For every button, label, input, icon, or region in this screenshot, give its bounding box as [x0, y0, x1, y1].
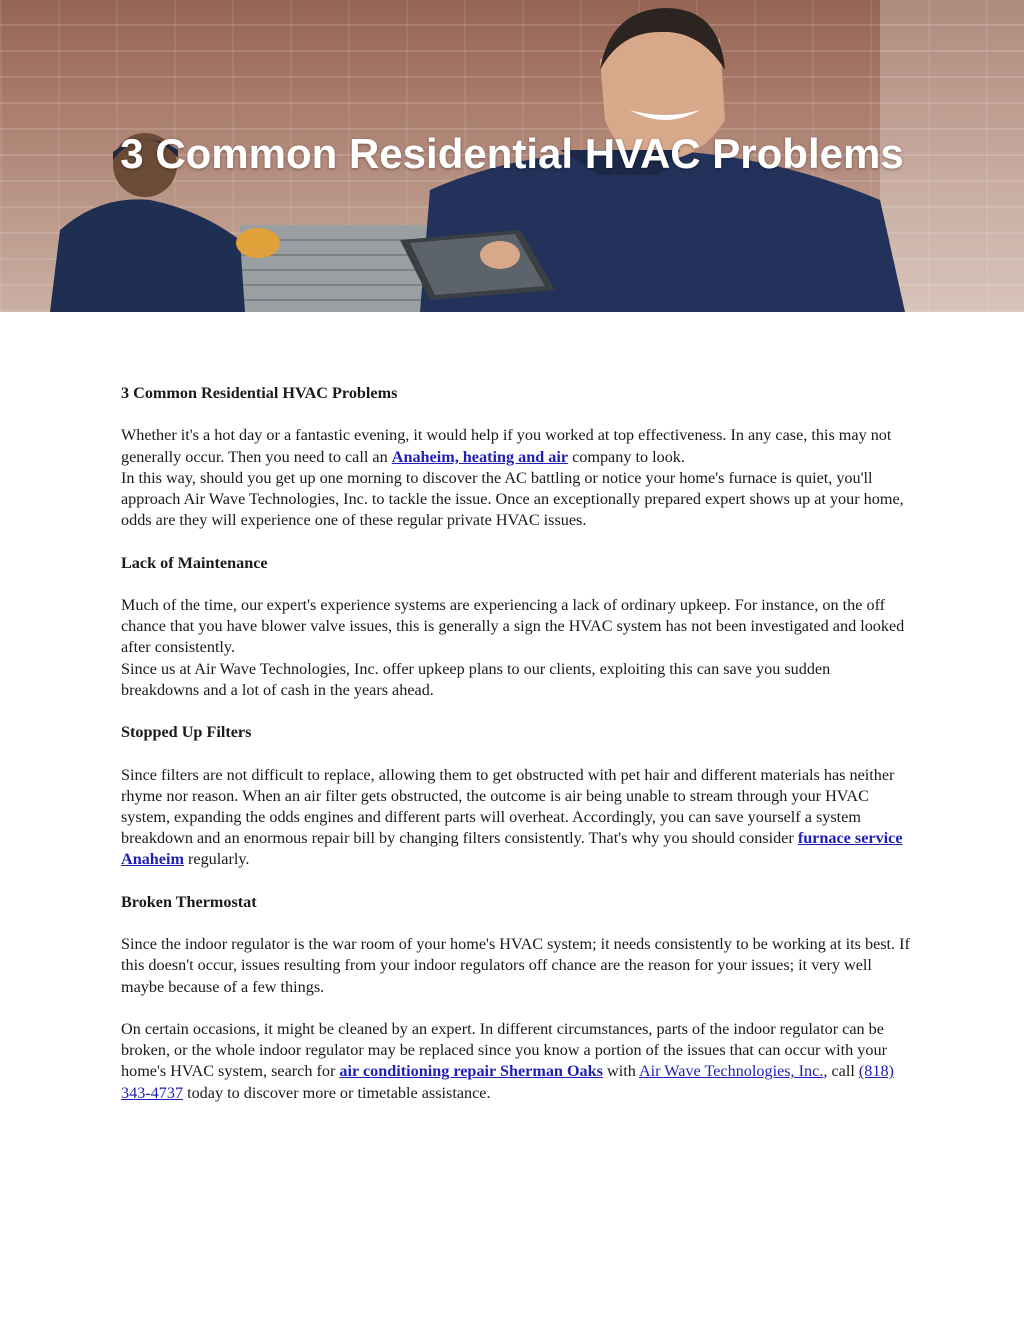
ac-repair-sherman-oaks-link[interactable]: air conditioning repair Sherman Oaks: [339, 1062, 603, 1081]
intro-text-1: Whether it's a hot day or a fantastic evening, it would help if you worked at top effectiveness. In any case, this may not generally occur. Then you need to call an: [121, 426, 892, 466]
filters-text-1: Since filters are not difficult to replace, allowing them to get obstructed with pet hair and different materials has neither rhyme nor reason. When an air filter gets obstructed, the outcome is air being unable to stream through your HVAC system, expanding the odds engines and different parts will overheat. Accordingly, you can save yourself a system breakdown and an enormous repair bill by changing filters consistently. That's why you should consider: [121, 765, 895, 848]
furnace-service-anaheim-link[interactable]: furnace service Anaheim: [121, 829, 903, 869]
thermostat-text-1: On certain occasions, it might be cleaned by an expert. In different circumstances, parts of the indoor regulator can be broken, or the whole indoor regulator may be replaced since you know a portion of the issues that can occur with your home's HVAC system, search for: [121, 1019, 887, 1081]
thermostat-paragraph-1: Since the indoor regulator is the war room of your home's HVAC system; it needs consistently to be working at its best. If this doesn't occur, issues resulting from your indoor regulators off chance are the reason for your issues; it very well maybe because of a few things.: [121, 935, 910, 996]
hero-banner: [0, 0, 1024, 312]
maintenance-text-1: Much of the time, our expert's experience systems are experiencing a lack of ordinary upkeep. For instance, on the off chance that you have blower valve issues, this is generally a sign the HVAC system has not been investigated and looked after consistently.: [121, 595, 905, 657]
maintenance-paragraph: [121, 595, 911, 701]
intro-text-2: company to look.: [568, 447, 685, 466]
thermostat-text-3: , call: [823, 1062, 859, 1081]
maintenance-text-2: Since us at Air Wave Technologies, Inc. offer upkeep plans to our clients, exploiting this can save you sudden breakdowns and a lot of cash in the years ahead.: [121, 659, 831, 699]
air-wave-technologies-link[interactable]: Air Wave Technologies, Inc.: [638, 1062, 824, 1081]
thermostat-text-2: with: [602, 1062, 639, 1081]
phone-number-link[interactable]: (818) 343-4737: [121, 1062, 894, 1102]
article-heading: 3 Common Residential HVAC Problems: [121, 384, 398, 402]
thermostat-paragraph-2: [121, 1019, 911, 1104]
intro-paragraph: [121, 425, 911, 531]
section-heading-thermostat: Broken Thermostat: [121, 892, 257, 911]
section-heading-maintenance: Lack of Maintenance: [121, 553, 268, 572]
intro-text-3: In this way, should you get up one morning to discover the AC battling or notice your home's furnace is quiet, you'll approach Air Wave Technologies, Inc. to tackle the issue. Once an exceptionally prepared expert shows up at your home, odds are they will experience one of these regular private HVAC issues.: [121, 468, 904, 530]
thermostat-text-4: today to discover more or timetable assistance.: [183, 1083, 491, 1102]
section-heading-filters: Stopped Up Filters: [121, 723, 252, 742]
filters-paragraph: [121, 765, 911, 871]
filters-text-2: regularly.: [183, 850, 250, 869]
hero-title: 3 Common Residential HVAC Problems: [120, 130, 904, 177]
article-body: [121, 383, 911, 1125]
anaheim-heating-air-link[interactable]: Anaheim, heating and air: [391, 447, 569, 466]
